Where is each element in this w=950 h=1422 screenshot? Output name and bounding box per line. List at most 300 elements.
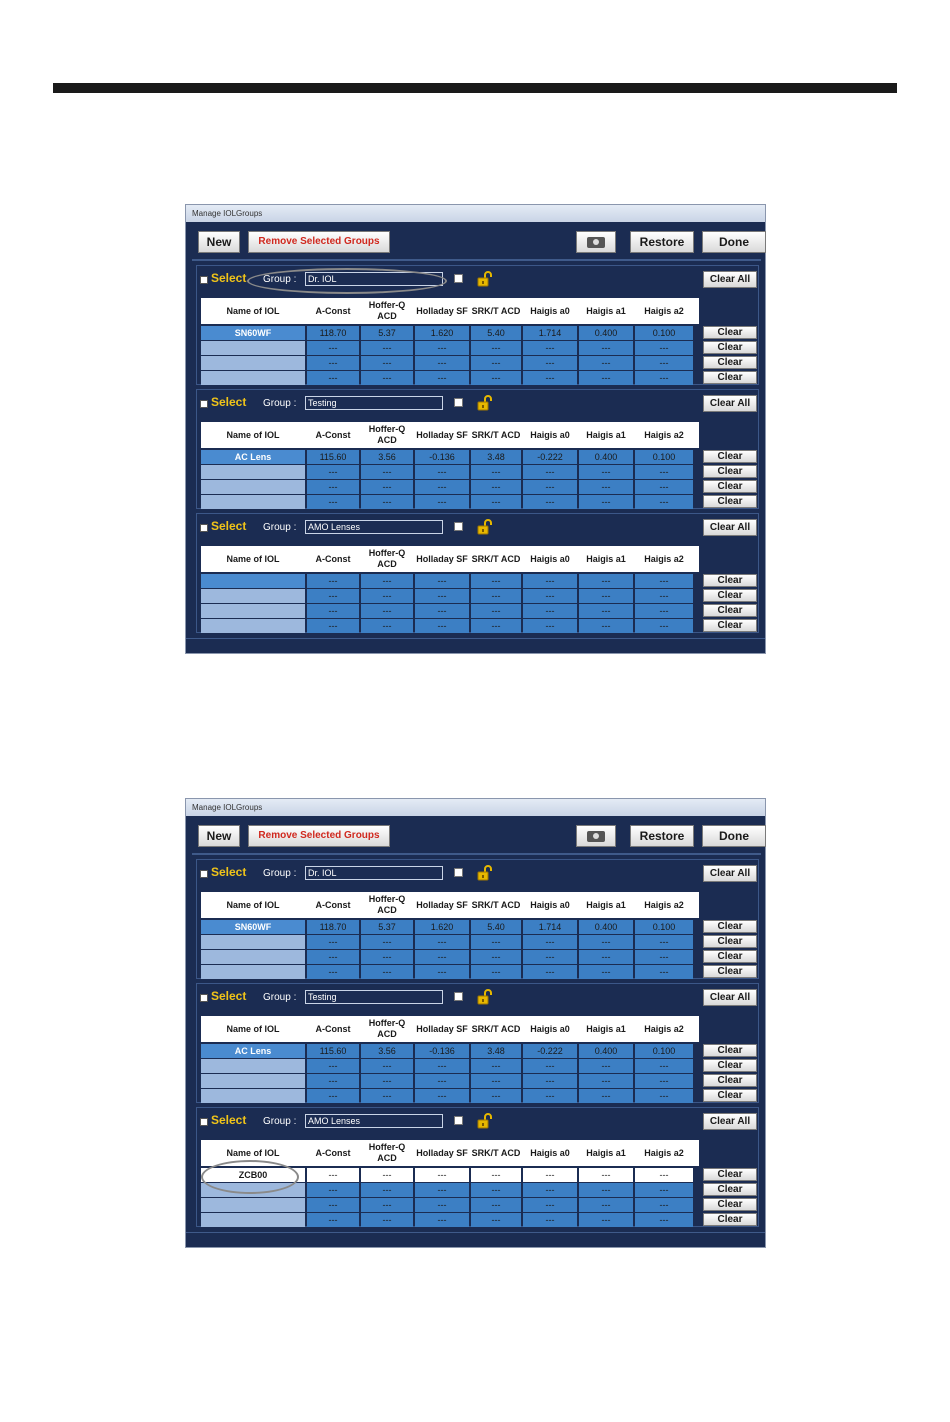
- value-cell[interactable]: ---: [635, 574, 693, 588]
- value-cell[interactable]: ---: [415, 965, 469, 979]
- new-button[interactable]: New: [198, 231, 240, 253]
- clear-row-button[interactable]: Clear: [703, 480, 757, 493]
- iol-name-cell[interactable]: SN60WF: [201, 326, 305, 340]
- iol-name-cell[interactable]: [201, 371, 305, 385]
- clear-all-button[interactable]: Clear All: [703, 395, 757, 412]
- clear-all-button[interactable]: Clear All: [703, 989, 757, 1006]
- value-cell[interactable]: ---: [307, 1074, 359, 1088]
- value-cell[interactable]: ---: [307, 935, 359, 949]
- restore-button[interactable]: Restore: [630, 231, 694, 253]
- column-header: A-Const: [315, 1147, 351, 1158]
- value-cell[interactable]: 115.60: [307, 1044, 359, 1058]
- value-cell[interactable]: ---: [579, 965, 633, 979]
- iol-name-cell[interactable]: [201, 356, 305, 370]
- clear-all-button[interactable]: Clear All: [703, 865, 757, 882]
- value-cell[interactable]: -0.136: [415, 1044, 469, 1058]
- value-cell[interactable]: ---: [635, 1089, 693, 1103]
- value-cell[interactable]: ---: [635, 604, 693, 618]
- value-cell[interactable]: ---: [307, 371, 359, 385]
- column-header: Haigis a1: [586, 429, 626, 440]
- value-cell[interactable]: ---: [523, 1168, 577, 1182]
- value-cell[interactable]: 118.70: [307, 326, 359, 340]
- clear-row-button[interactable]: Clear: [703, 965, 757, 978]
- value-cell[interactable]: 5.37: [361, 326, 413, 340]
- value-cell[interactable]: ---: [579, 1074, 633, 1088]
- clear-row-button[interactable]: Clear: [703, 356, 757, 369]
- value-cell[interactable]: ---: [415, 1198, 469, 1212]
- select-label: Select: [211, 519, 247, 533]
- value-cell[interactable]: ---: [635, 1059, 693, 1073]
- iol-name-cell[interactable]: [201, 1213, 305, 1227]
- select-group-checkbox[interactable]: [200, 524, 208, 532]
- value-cell[interactable]: ---: [635, 1183, 693, 1197]
- value-cell[interactable]: ---: [579, 480, 633, 494]
- clear-row-button[interactable]: Clear: [703, 341, 757, 354]
- value-cell[interactable]: ---: [307, 465, 359, 479]
- value-cell[interactable]: ---: [361, 465, 413, 479]
- highlight-oval: [247, 268, 447, 294]
- table-row[interactable]: [201, 1059, 699, 1074]
- value-cell[interactable]: ---: [415, 574, 469, 588]
- group-name-input[interactable]: AMO Lenses: [305, 1114, 443, 1128]
- value-cell[interactable]: ---: [523, 574, 577, 588]
- remove-selected-groups-button[interactable]: Remove Selected Groups: [248, 231, 390, 253]
- iol-name-cell[interactable]: [201, 1089, 305, 1103]
- group-option-checkbox[interactable]: [454, 868, 463, 877]
- value-cell[interactable]: ---: [471, 356, 521, 370]
- value-cell[interactable]: ---: [635, 965, 693, 979]
- value-cell[interactable]: ---: [471, 589, 521, 603]
- value-cell[interactable]: ---: [635, 1168, 693, 1182]
- value-cell[interactable]: ---: [415, 495, 469, 509]
- value-cell[interactable]: ---: [471, 480, 521, 494]
- value-cell[interactable]: ---: [579, 1213, 633, 1227]
- value-cell[interactable]: ---: [471, 1074, 521, 1088]
- table-row[interactable]: [201, 920, 699, 935]
- iol-name-cell[interactable]: [201, 1059, 305, 1073]
- iol-name-cell[interactable]: [201, 965, 305, 979]
- clear-row-button[interactable]: Clear: [703, 589, 757, 602]
- value-cell[interactable]: ---: [307, 574, 359, 588]
- value-cell[interactable]: ---: [361, 965, 413, 979]
- value-cell[interactable]: ---: [307, 965, 359, 979]
- table-row[interactable]: [201, 450, 699, 465]
- column-header: Hoffer-Q ACD: [368, 1018, 406, 1039]
- window-title: Manage IOLGroups: [186, 205, 765, 222]
- value-cell[interactable]: ---: [361, 1089, 413, 1103]
- value-cell[interactable]: ---: [635, 356, 693, 370]
- group-label: Group :: [263, 274, 297, 285]
- value-cell[interactable]: ---: [471, 604, 521, 618]
- value-cell[interactable]: ---: [307, 1198, 359, 1212]
- unlock-icon[interactable]: [477, 519, 493, 535]
- value-cell[interactable]: ---: [307, 356, 359, 370]
- value-cell[interactable]: ---: [361, 341, 413, 355]
- camera-button[interactable]: [576, 231, 616, 253]
- value-cell[interactable]: ---: [471, 371, 521, 385]
- value-cell[interactable]: ---: [415, 1183, 469, 1197]
- iol-name-cell[interactable]: [201, 589, 305, 603]
- value-cell[interactable]: ---: [523, 935, 577, 949]
- value-cell[interactable]: ---: [361, 1213, 413, 1227]
- value-cell[interactable]: ---: [523, 1059, 577, 1073]
- table-row[interactable]: [201, 1044, 699, 1059]
- table-row[interactable]: [201, 371, 699, 386]
- value-cell[interactable]: ---: [471, 950, 521, 964]
- select-group-checkbox[interactable]: [200, 1118, 208, 1126]
- value-cell[interactable]: ---: [523, 604, 577, 618]
- value-cell[interactable]: 3.48: [471, 450, 521, 464]
- value-cell[interactable]: ---: [523, 1213, 577, 1227]
- clear-row-button[interactable]: Clear: [703, 1168, 757, 1181]
- group-name-input[interactable]: Dr. IOL: [305, 866, 443, 880]
- column-header: Haigis a1: [586, 553, 626, 564]
- value-cell[interactable]: ---: [471, 1213, 521, 1227]
- clear-row-button[interactable]: Clear: [703, 465, 757, 478]
- value-cell[interactable]: ---: [361, 495, 413, 509]
- table-row[interactable]: [201, 589, 699, 604]
- remove-selected-groups-button[interactable]: Remove Selected Groups: [248, 825, 390, 847]
- table-row[interactable]: [201, 495, 699, 510]
- value-cell[interactable]: ---: [415, 480, 469, 494]
- group-option-checkbox[interactable]: [454, 992, 463, 1001]
- value-cell[interactable]: ---: [307, 495, 359, 509]
- value-cell[interactable]: 0.400: [579, 920, 633, 934]
- value-cell[interactable]: ---: [579, 356, 633, 370]
- value-cell[interactable]: ---: [635, 495, 693, 509]
- unlock-icon[interactable]: [477, 989, 493, 1005]
- group-option-checkbox[interactable]: [454, 398, 463, 407]
- value-cell[interactable]: ---: [415, 356, 469, 370]
- column-header: SRK/T ACD: [471, 553, 521, 564]
- group-name-input[interactable]: Dr. IOL: [305, 272, 443, 286]
- value-cell[interactable]: ---: [579, 371, 633, 385]
- value-cell[interactable]: ---: [523, 619, 577, 633]
- value-cell[interactable]: ---: [361, 371, 413, 385]
- value-cell[interactable]: ---: [635, 480, 693, 494]
- value-cell[interactable]: ---: [579, 1089, 633, 1103]
- value-cell[interactable]: 5.37: [361, 920, 413, 934]
- group-header: [197, 514, 758, 542]
- value-cell[interactable]: ---: [361, 1198, 413, 1212]
- table-row[interactable]: [201, 465, 699, 480]
- value-cell[interactable]: ---: [307, 480, 359, 494]
- value-cell[interactable]: ---: [415, 371, 469, 385]
- table-row[interactable]: [201, 965, 699, 980]
- value-cell[interactable]: ---: [471, 1198, 521, 1212]
- table-row[interactable]: [201, 574, 699, 589]
- clear-all-button[interactable]: Clear All: [703, 271, 757, 288]
- clear-row-button[interactable]: Clear: [703, 574, 757, 587]
- value-cell[interactable]: 1.714: [523, 326, 577, 340]
- value-cell[interactable]: ---: [471, 574, 521, 588]
- value-cell[interactable]: ---: [635, 1198, 693, 1212]
- value-cell[interactable]: ---: [523, 465, 577, 479]
- value-cell[interactable]: ---: [579, 574, 633, 588]
- unlock-icon[interactable]: [477, 395, 493, 411]
- value-cell[interactable]: ---: [471, 1168, 521, 1182]
- iol-group-panel: [196, 265, 759, 385]
- value-cell[interactable]: 0.100: [635, 920, 693, 934]
- unlock-icon[interactable]: [477, 865, 493, 881]
- group-name-input[interactable]: Testing: [305, 396, 443, 410]
- iol-name-cell[interactable]: ZCB00: [201, 1168, 305, 1182]
- value-cell[interactable]: ---: [415, 1089, 469, 1103]
- value-cell[interactable]: ---: [523, 950, 577, 964]
- value-cell[interactable]: ---: [415, 1213, 469, 1227]
- value-cell[interactable]: ---: [635, 589, 693, 603]
- iol-name-cell[interactable]: [201, 1198, 305, 1212]
- value-cell[interactable]: ---: [361, 1059, 413, 1073]
- clear-row-button[interactable]: Clear: [703, 1183, 757, 1196]
- table-row[interactable]: [201, 604, 699, 619]
- value-cell[interactable]: ---: [307, 589, 359, 603]
- group-label: Group :: [263, 868, 297, 879]
- value-cell[interactable]: ---: [579, 1168, 633, 1182]
- value-cell[interactable]: ---: [415, 935, 469, 949]
- clear-all-button[interactable]: Clear All: [703, 1113, 757, 1130]
- iol-name-cell[interactable]: [201, 604, 305, 618]
- clear-row-button[interactable]: Clear: [703, 604, 757, 617]
- value-cell[interactable]: 0.100: [635, 450, 693, 464]
- value-cell[interactable]: 5.40: [471, 920, 521, 934]
- new-button[interactable]: New: [198, 825, 240, 847]
- value-cell[interactable]: ---: [523, 495, 577, 509]
- value-cell[interactable]: ---: [523, 356, 577, 370]
- value-cell[interactable]: ---: [361, 1074, 413, 1088]
- value-cell[interactable]: ---: [307, 1089, 359, 1103]
- value-cell[interactable]: ---: [635, 371, 693, 385]
- value-cell[interactable]: ---: [471, 1183, 521, 1197]
- table-row[interactable]: [201, 950, 699, 965]
- value-cell[interactable]: 0.100: [635, 326, 693, 340]
- value-cell[interactable]: ---: [635, 950, 693, 964]
- clear-row-button[interactable]: Clear: [703, 1213, 757, 1226]
- value-cell[interactable]: ---: [415, 1059, 469, 1073]
- value-cell[interactable]: ---: [361, 935, 413, 949]
- value-cell[interactable]: ---: [361, 574, 413, 588]
- value-cell[interactable]: 0.400: [579, 450, 633, 464]
- column-header: Holladay SF: [416, 899, 468, 910]
- unlock-icon[interactable]: [477, 1113, 493, 1129]
- unlock-icon[interactable]: [477, 271, 493, 287]
- value-cell[interactable]: 0.400: [579, 1044, 633, 1058]
- value-cell[interactable]: ---: [523, 589, 577, 603]
- select-group-checkbox[interactable]: [200, 400, 208, 408]
- clear-row-button[interactable]: Clear: [703, 950, 757, 963]
- value-cell[interactable]: ---: [361, 1168, 413, 1182]
- table-row[interactable]: [201, 1213, 699, 1228]
- value-cell[interactable]: ---: [307, 1168, 359, 1182]
- done-button[interactable]: Done: [702, 231, 766, 253]
- iol-name-cell[interactable]: [201, 495, 305, 509]
- value-cell[interactable]: 3.56: [361, 450, 413, 464]
- value-cell[interactable]: ---: [635, 341, 693, 355]
- value-cell[interactable]: ---: [361, 589, 413, 603]
- table-row[interactable]: [201, 1198, 699, 1213]
- iol-name-cell[interactable]: [201, 341, 305, 355]
- table-row[interactable]: [201, 480, 699, 495]
- clear-row-button[interactable]: Clear: [703, 1074, 757, 1087]
- clear-row-button[interactable]: Clear: [703, 1198, 757, 1211]
- value-cell[interactable]: ---: [471, 1089, 521, 1103]
- value-cell[interactable]: ---: [361, 950, 413, 964]
- value-cell[interactable]: 1.620: [415, 326, 469, 340]
- value-cell[interactable]: ---: [415, 950, 469, 964]
- value-cell[interactable]: ---: [415, 1074, 469, 1088]
- iol-name-cell[interactable]: AC Lens: [201, 1044, 305, 1058]
- value-cell[interactable]: ---: [579, 950, 633, 964]
- value-cell[interactable]: 118.70: [307, 920, 359, 934]
- value-cell[interactable]: ---: [523, 341, 577, 355]
- value-cell[interactable]: ---: [523, 1089, 577, 1103]
- value-cell[interactable]: ---: [307, 1183, 359, 1197]
- select-group-checkbox[interactable]: [200, 994, 208, 1002]
- value-cell[interactable]: 1.714: [523, 920, 577, 934]
- value-cell[interactable]: ---: [523, 1183, 577, 1197]
- value-cell[interactable]: ---: [307, 341, 359, 355]
- value-cell[interactable]: ---: [579, 1183, 633, 1197]
- value-cell[interactable]: ---: [415, 341, 469, 355]
- column-header: Haigis a1: [586, 1147, 626, 1158]
- value-cell[interactable]: ---: [471, 341, 521, 355]
- select-label: Select: [211, 865, 247, 879]
- clear-row-button[interactable]: Clear: [703, 1059, 757, 1072]
- value-cell[interactable]: ---: [523, 371, 577, 385]
- column-header: Haigis a0: [530, 1023, 570, 1034]
- value-cell[interactable]: ---: [635, 1074, 693, 1088]
- value-cell[interactable]: ---: [361, 1183, 413, 1197]
- value-cell[interactable]: ---: [635, 1213, 693, 1227]
- table-row[interactable]: [201, 356, 699, 371]
- iol-name-cell[interactable]: AC Lens: [201, 450, 305, 464]
- value-cell[interactable]: ---: [307, 950, 359, 964]
- value-cell[interactable]: ---: [307, 619, 359, 633]
- value-cell[interactable]: ---: [635, 465, 693, 479]
- value-cell[interactable]: ---: [361, 480, 413, 494]
- value-cell[interactable]: 115.60: [307, 450, 359, 464]
- value-cell[interactable]: ---: [579, 935, 633, 949]
- value-cell[interactable]: ---: [415, 604, 469, 618]
- value-cell[interactable]: ---: [635, 619, 693, 633]
- value-cell[interactable]: ---: [579, 1198, 633, 1212]
- table-row[interactable]: [201, 1089, 699, 1104]
- camera-button[interactable]: [576, 825, 616, 847]
- select-group-checkbox[interactable]: [200, 870, 208, 878]
- value-cell[interactable]: 3.56: [361, 1044, 413, 1058]
- value-cell[interactable]: ---: [523, 480, 577, 494]
- iol-name-cell[interactable]: SN60WF: [201, 920, 305, 934]
- toolbar: [196, 227, 757, 257]
- value-cell[interactable]: ---: [307, 1213, 359, 1227]
- value-cell[interactable]: ---: [361, 604, 413, 618]
- value-cell[interactable]: ---: [471, 965, 521, 979]
- value-cell[interactable]: ---: [415, 465, 469, 479]
- value-cell[interactable]: ---: [579, 604, 633, 618]
- clear-all-button[interactable]: Clear All: [703, 519, 757, 536]
- value-cell[interactable]: 0.400: [579, 326, 633, 340]
- clear-row-button[interactable]: Clear: [703, 450, 757, 463]
- iol-name-cell[interactable]: [201, 574, 305, 588]
- value-cell[interactable]: ---: [579, 1059, 633, 1073]
- value-cell[interactable]: ---: [471, 495, 521, 509]
- table-header: [201, 892, 699, 918]
- value-cell[interactable]: 1.620: [415, 920, 469, 934]
- iol-name-cell[interactable]: [201, 619, 305, 633]
- value-cell[interactable]: ---: [579, 465, 633, 479]
- value-cell[interactable]: -0.136: [415, 450, 469, 464]
- clear-row-button[interactable]: Clear: [703, 935, 757, 948]
- value-cell[interactable]: ---: [523, 1198, 577, 1212]
- group-option-checkbox[interactable]: [454, 274, 463, 283]
- restore-button[interactable]: Restore: [630, 825, 694, 847]
- value-cell[interactable]: ---: [361, 619, 413, 633]
- clear-row-button[interactable]: Clear: [703, 619, 757, 632]
- table-row[interactable]: [201, 326, 699, 341]
- value-cell[interactable]: -0.222: [523, 450, 577, 464]
- clear-row-button[interactable]: Clear: [703, 371, 757, 384]
- value-cell[interactable]: ---: [471, 619, 521, 633]
- iol-group-panel: [196, 983, 759, 1103]
- value-cell[interactable]: ---: [415, 589, 469, 603]
- column-header: Name of IOL: [226, 305, 280, 316]
- value-cell[interactable]: ---: [579, 341, 633, 355]
- value-cell[interactable]: ---: [307, 604, 359, 618]
- value-cell[interactable]: ---: [307, 1059, 359, 1073]
- table-row[interactable]: [201, 619, 699, 634]
- value-cell[interactable]: -0.222: [523, 1044, 577, 1058]
- iol-name-cell[interactable]: [201, 480, 305, 494]
- value-cell[interactable]: ---: [471, 1059, 521, 1073]
- value-cell[interactable]: ---: [579, 619, 633, 633]
- group-name-input[interactable]: Testing: [305, 990, 443, 1004]
- manage-iol-groups-window: [185, 798, 766, 1248]
- group-name-input[interactable]: AMO Lenses: [305, 520, 443, 534]
- select-group-checkbox[interactable]: [200, 276, 208, 284]
- table-row[interactable]: [201, 935, 699, 950]
- clear-row-button[interactable]: Clear: [703, 1044, 757, 1057]
- table-row[interactable]: [201, 341, 699, 356]
- value-cell[interactable]: ---: [471, 465, 521, 479]
- column-header: A-Const: [315, 429, 351, 440]
- value-cell[interactable]: ---: [635, 935, 693, 949]
- value-cell[interactable]: ---: [415, 1168, 469, 1182]
- value-cell[interactable]: 5.40: [471, 326, 521, 340]
- clear-row-button[interactable]: Clear: [703, 1089, 757, 1102]
- value-cell[interactable]: 0.100: [635, 1044, 693, 1058]
- value-cell[interactable]: ---: [471, 935, 521, 949]
- iol-name-cell[interactable]: [201, 1074, 305, 1088]
- column-header: A-Const: [315, 305, 351, 316]
- done-button[interactable]: Done: [702, 825, 766, 847]
- value-cell[interactable]: ---: [579, 589, 633, 603]
- value-cell[interactable]: 3.48: [471, 1044, 521, 1058]
- table-row[interactable]: [201, 1074, 699, 1089]
- group-option-checkbox[interactable]: [454, 522, 463, 531]
- group-option-checkbox[interactable]: [454, 1116, 463, 1125]
- clear-row-button[interactable]: Clear: [703, 495, 757, 508]
- iol-name-cell[interactable]: [201, 950, 305, 964]
- clear-row-button[interactable]: Clear: [703, 920, 757, 933]
- value-cell[interactable]: ---: [523, 965, 577, 979]
- clear-row-button[interactable]: Clear: [703, 326, 757, 339]
- value-cell[interactable]: ---: [523, 1074, 577, 1088]
- value-cell[interactable]: ---: [579, 495, 633, 509]
- value-cell[interactable]: ---: [361, 356, 413, 370]
- iol-name-cell[interactable]: [201, 465, 305, 479]
- iol-name-cell[interactable]: [201, 935, 305, 949]
- value-cell[interactable]: ---: [415, 619, 469, 633]
